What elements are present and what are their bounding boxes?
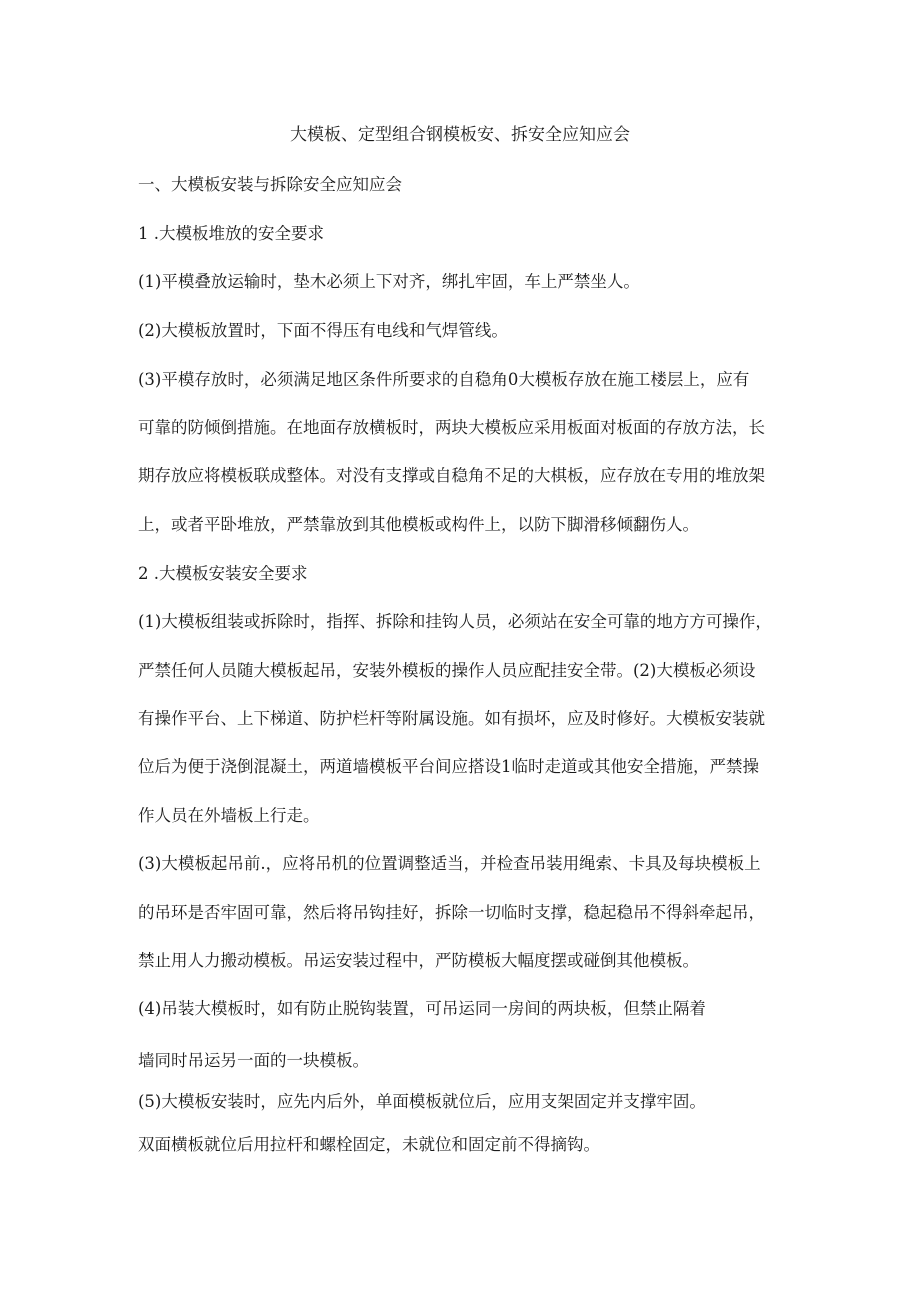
paragraph-line: 有操作平台、上下梯道、防护栏杆等附属设施。如有损坏，应及时修好。大模板安装就: [138, 709, 765, 728]
paragraph-line: (3)大模板起吊前.，应将吊机的位置调整适当，并检查吊装用绳索、卡具及每块模板上: [138, 854, 761, 873]
paragraph-line: 的吊环是否牢固可靠，然后将吊钩挂好，拆除一切临时支撑，稳起稳吊不得斜牵起吊，: [138, 903, 765, 922]
paragraph-line: (4)吊装大模板时，如有防止脱钩装置，可吊运同一房间的两块板，但禁止隔着: [138, 999, 706, 1018]
paragraph-line: (5)大模板安装时，应先内后外，单面模板就位后，应用支架固定并支撑牢固。: [138, 1092, 706, 1111]
section-heading: 一、大模板安装与拆除安全应知应会: [138, 175, 402, 194]
paragraph-line: (3)平模存放时，必须满足地区条件所要求的自稳角0大模板存放在施工楼层上，应有: [138, 370, 750, 389]
subsection-heading: 1 .大模板堆放的安全要求: [138, 224, 324, 243]
paragraph-line: 可靠的防倾倒措施。在地面存放横板时，两块大模板应采用板面对板面的存放方法，长: [138, 418, 765, 437]
paragraph-line: 严禁任何人员随大模板起吊，安装外模板的操作人员应配挂安全带。(2)大模板必须设: [138, 661, 756, 680]
paragraph-line: 作人员在外墙板上行走。: [138, 806, 320, 825]
subsection-heading: 2 .大模板安装安全要求: [138, 564, 308, 583]
paragraph-line: (1)平模叠放运输时，垫木必须上下对齐，绑扎牢固，车上严禁坐人。: [138, 272, 640, 291]
document-title: 大模板、定型组合钢模板安、拆安全应知应会: [290, 125, 630, 145]
paragraph-line: 墙同时吊运另一面的一块模板。: [138, 1051, 369, 1070]
paragraph-line: (2)大模板放置时，下面不得压有电线和气焊管线。: [138, 321, 508, 340]
paragraph-line: (1)大模板组装或拆除时，指挥、拆除和挂钩人员，必须站在安全可靠的地方方可操作，: [138, 612, 772, 631]
paragraph-line: 禁止用人力搬动模板。吊运安装过程中，严防模板大幅度摆或碰倒其他模板。: [138, 951, 699, 970]
paragraph-line: 上，或者平卧堆放，严禁靠放到其他模板或构件上，以防下脚滑移倾翻伤人。: [138, 515, 699, 534]
paragraph-line: 双面横板就位后用拉杆和螺栓固定，未就位和固定前不得摘钩。: [138, 1135, 600, 1154]
paragraph-line: 期存放应将模板联成整体。对没有支撑或自稳角不足的大棋板，应存放在专用的堆放架: [138, 466, 765, 485]
paragraph-line: 位后为便于浇倒混凝土，两道墙模板平台间应搭设1临时走道或其他安全措施，严禁操: [138, 757, 759, 776]
